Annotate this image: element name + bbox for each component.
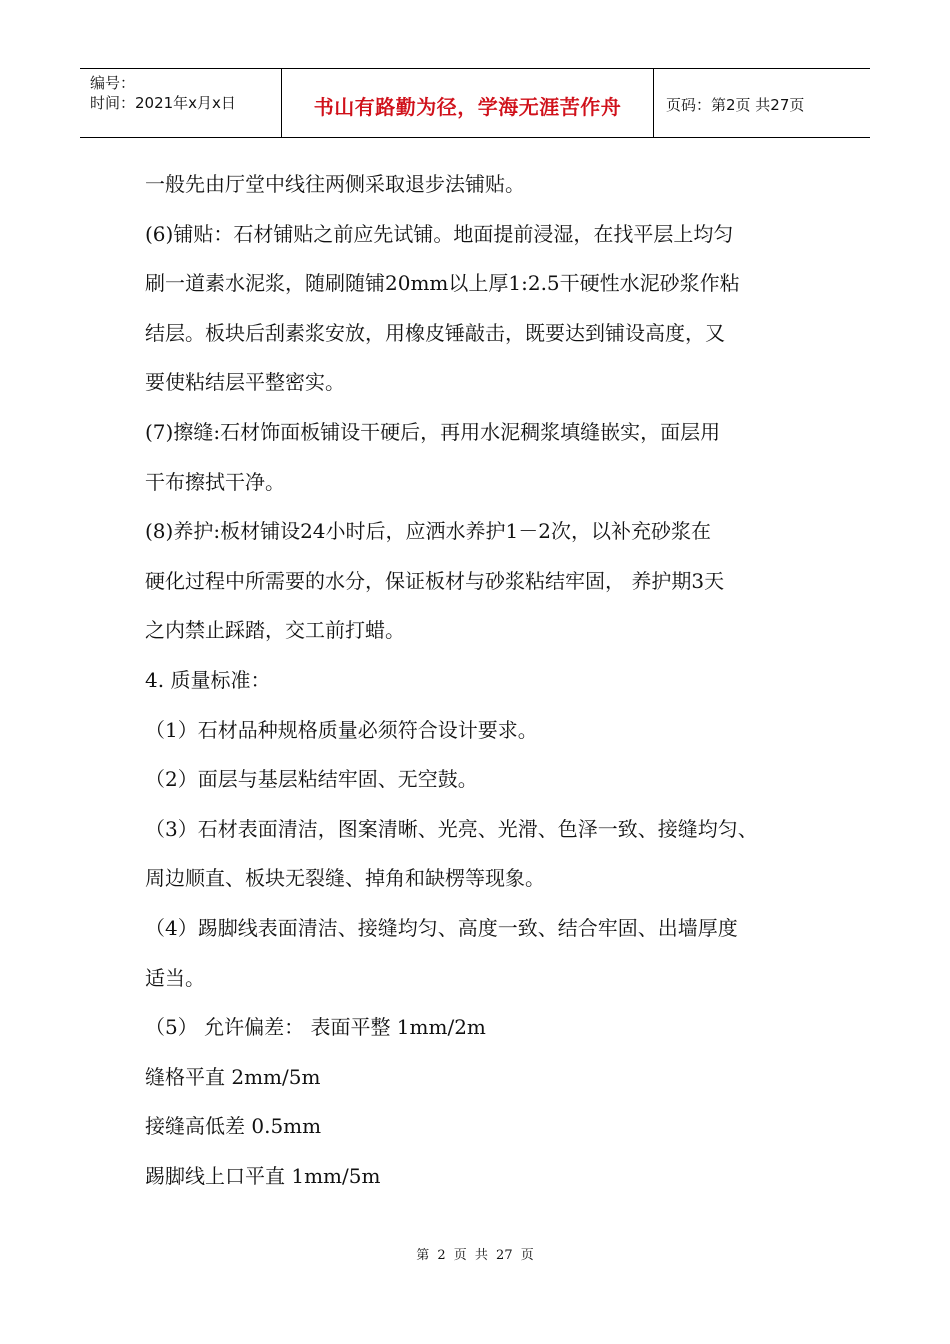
body-line: (6)铺贴：石材铺贴之前应先试铺。地面提前浸湿，在找平层上均匀 [145,221,734,246]
header-page-label: 页码：第2页 共27页 [666,95,805,114]
section-heading: 4. 质量标准： [145,667,271,692]
document-header [80,68,870,138]
body-line: （3）石材表面清洁，图案清晰、光亮、光滑、色泽一致、接缝均匀、 [145,816,758,841]
body-line: 要使粘结层平整密实。 [145,370,345,395]
body-line: 硬化过程中所需要的水分，保证板材与砂浆粘结牢固， 养护期3天 [145,568,725,593]
body-line: 缝格平直 2mm/5m [145,1064,321,1089]
body-line: 之内禁止踩踏，交工前打蜡。 [145,618,405,643]
body-line: (7)擦缝:石材饰面板铺设干硬后，再用水泥稠浆填缝嵌实，面层用 [145,419,721,444]
body-line: （4）踢脚线表面清洁、接缝均匀、高度一致、结合牢固、出墙厚度 [145,915,738,940]
body-line: （1）石材品种规格质量必须符合设计要求。 [145,717,538,742]
page-footer: 第 2 页 共 27 页 [416,1248,534,1263]
body-line: 一般先由厅堂中线往两侧采取退步法铺贴。 [145,172,525,196]
time-label: 时间：2021年x月x日 [90,94,236,112]
document-body [145,160,835,1201]
header-meta [80,69,282,137]
body-line: 刷一道素水泥浆，随刷随铺20mm以上厚1:2.5干硬性水泥砂浆作粘 [145,271,740,296]
body-line: （5） 允许偏差： 表面平整 1mm/2m [145,1015,486,1040]
body-line: 适当。 [145,965,205,990]
body-line: 接缝高低差 0.5mm [145,1114,322,1139]
body-line: (8)养护:板材铺设24小时后，应洒水养护1－2次，以补充砂浆在 [145,519,711,544]
body-line: （2）面层与基层粘结牢固、无空鼓。 [145,767,478,792]
header-motto: 书山有路勤为径，学海无涯苦作舟 [282,69,654,137]
body-line: 干布擦拭干净。 [145,469,285,494]
number-label: 编号： [90,74,136,92]
body-line: 周边顺直、板块无裂缝、掉角和缺楞等现象。 [145,866,545,891]
body-line: 结层。板块后刮素浆安放，用橡皮锤敲击，既要达到铺设高度，又 [145,320,725,345]
body-line: 踢脚线上口平直 1mm/5m [145,1163,381,1188]
